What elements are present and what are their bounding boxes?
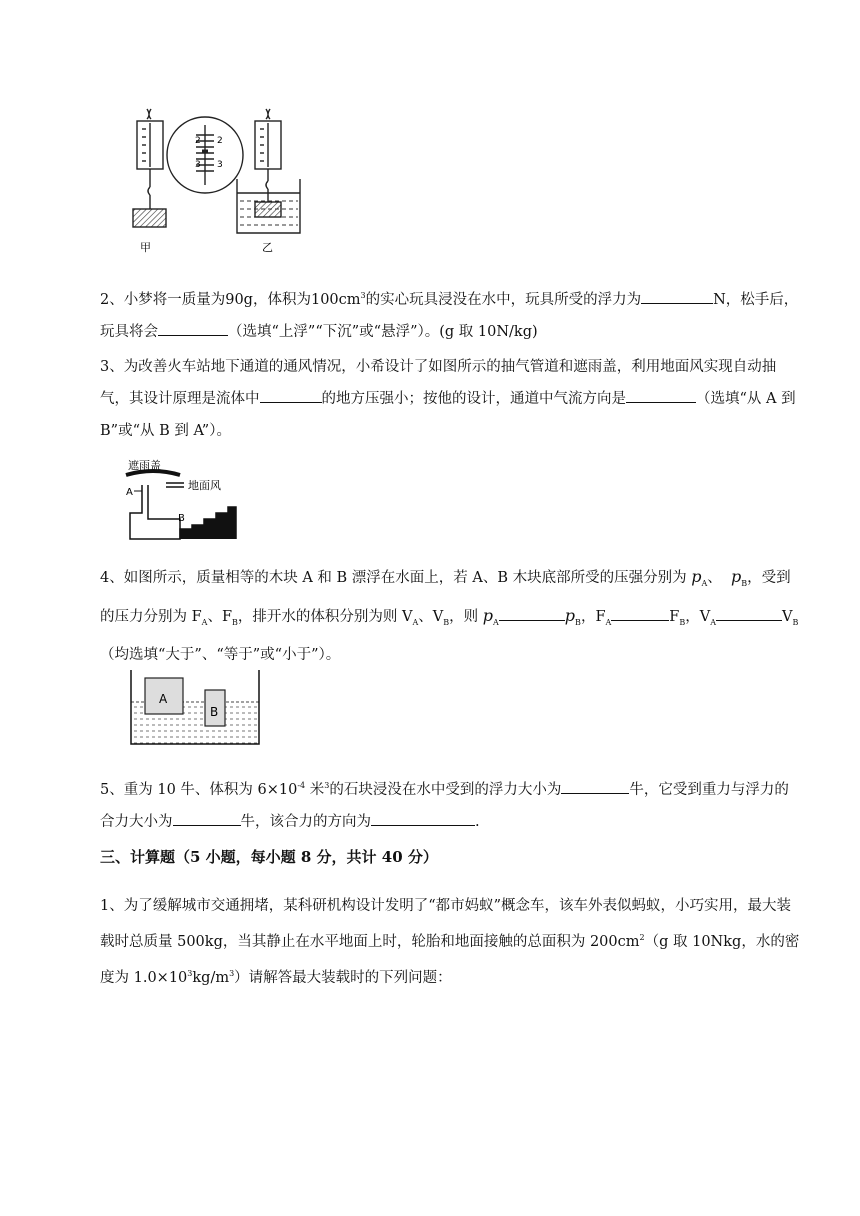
question-number: 1、	[100, 898, 124, 914]
volume-symbol: V	[782, 608, 793, 625]
subscript-a: A	[701, 578, 708, 588]
q4-text-5: 、V	[418, 608, 444, 625]
scale-mark-2-left: 2	[195, 136, 201, 146]
separator: ，	[685, 608, 700, 625]
answer-blank[interactable]	[499, 602, 565, 621]
calc-question-1	[100, 890, 800, 994]
q2-text-3: N，松手后，玩具将会	[100, 291, 799, 340]
c1-text-3: kg/m	[192, 969, 230, 986]
separator: ，	[580, 608, 596, 625]
c1-text-4: ）请解答最大装载时的下列问题：	[234, 969, 452, 986]
question-number: 4、	[100, 570, 124, 586]
answer-blank[interactable]	[641, 285, 713, 304]
subscript-a: A	[412, 617, 419, 627]
subscript-b: B	[792, 617, 799, 627]
question-number: 2、	[100, 291, 124, 308]
volume-symbol: V	[699, 608, 711, 625]
rain-cover-label: 遮雨盖	[128, 459, 161, 472]
answer-blank[interactable]	[611, 602, 669, 621]
q2-text-1: 小梦将一质量为90g，体积为100cm	[123, 291, 361, 308]
q4-text-3: 、F	[207, 608, 233, 625]
answer-blank[interactable]	[173, 807, 241, 826]
block-b-label: B	[210, 705, 219, 719]
q2-text-4: （选填“上浮”“下沉”或“悬浮”）。(g 取 10N/kg)	[228, 323, 538, 340]
q2-text-2: 的实心玩具浸没在水中，玩具所受的浮力为	[365, 291, 642, 308]
subscript-b: B	[679, 617, 686, 627]
c1-superscript-3: 3	[187, 968, 193, 978]
scale-mark-3-left: 3	[195, 160, 201, 170]
subscript-b: B	[741, 578, 748, 588]
q2-superscript: 3	[360, 291, 366, 300]
q5-text-1: 重为 10 牛、体积为 6×10	[123, 781, 298, 798]
q4-text-4: ，排开水的体积分别为则 V	[237, 608, 413, 625]
subscript-a: A	[493, 617, 499, 627]
q4-text-7: （均选填“大于”、“等于”或“小于”）。	[100, 646, 341, 663]
label-jia: 甲	[140, 241, 151, 254]
subscript-b: B	[232, 617, 238, 627]
q5-text-4: 牛，它受到重力与浮力的合力大小为	[100, 781, 789, 830]
section-heading: 三、计算题（5 小题，每小题 8 分，共计 40 分）	[100, 848, 438, 866]
q5-superscript: 3	[324, 781, 330, 790]
question-4: 4、如图所示，质量相等的木块 A 和 B 漂浮在水面上，若 A、B 木块底部所受的压强分别为 $p_A$、 $p_B$，受到的压力分别为 $F_A$、$F_B$，排开水的体积分别为则 $V_A$、$V_B$，则 $p_A$ $p_B$，$F_A$ $F_B$，$V_A$ $V_B$（均选填“大于”、“等于”或“小于”）。	[100, 567, 799, 663]
pressure-symbol: p	[731, 567, 742, 586]
label-yi: 乙	[262, 241, 273, 254]
question-3	[100, 351, 800, 447]
point-a-label: A	[126, 487, 133, 498]
question-number: 5、	[100, 781, 124, 798]
q4-text-1: 如图所示，质量相等的木块 A 和 B 漂浮在水面上，若 A、B 木块底部所受的压强分别为	[123, 570, 687, 586]
ground-wind-label: 地面风	[188, 479, 221, 492]
pressure-symbol: p	[482, 605, 494, 625]
subscript-b: B	[575, 617, 581, 627]
q3-text-3: （选填“从 A 到 B”或“从 B 到 A”）。	[100, 391, 796, 439]
subscript-a: A	[710, 617, 716, 627]
c1-text-2: （g 取 10Nkg，水的密度为 1.0×10	[100, 933, 800, 986]
q3-text-2: 的地方压强小；按他的设计，通道中气流方向是	[321, 391, 626, 407]
q5-text-5: 牛，该合力的方向为	[240, 813, 371, 830]
subscript-a: A	[201, 617, 208, 627]
answer-blank[interactable]	[371, 807, 475, 826]
question-5	[100, 770, 800, 838]
force-symbol: F	[669, 608, 680, 625]
subscript-b: B	[443, 617, 450, 627]
answer-blank[interactable]	[158, 317, 228, 336]
question-number: 3、	[100, 359, 124, 375]
force-symbol: F	[595, 608, 606, 625]
scale-mark-2-right: 2	[217, 136, 223, 146]
q4-text-2: ，受到的压力分别为 F	[100, 570, 791, 625]
answer-blank[interactable]	[260, 384, 322, 403]
pressure-symbol: p	[691, 567, 702, 586]
question-2	[100, 280, 800, 348]
answer-blank[interactable]	[561, 775, 629, 794]
subscript-a: A	[605, 617, 612, 627]
q5-text-2: 米	[305, 781, 325, 798]
answer-blank[interactable]	[716, 602, 782, 621]
pressure-symbol: p	[564, 605, 576, 625]
q5-text-6: .	[475, 813, 480, 830]
c1-text-1: 为了缓解城市交通拥堵，某科研机构设计发明了“都市妈蚁”概念车，该车外表似蚂蚁，小巧实用，最大装载时总质量 500kg，当其静止在水平地面上时，轮胎和地面接触的总面积为 200cm	[100, 898, 792, 950]
scale-mark-3-right: 3	[217, 160, 223, 170]
c1-superscript-2: 2	[639, 933, 645, 942]
floating-blocks-figure	[128, 668, 264, 748]
q4-text-6: ，则	[449, 608, 479, 625]
answer-blank[interactable]	[626, 384, 696, 403]
block-a-label: A	[159, 692, 168, 706]
point-b-label: B	[178, 513, 185, 524]
q5-exponent: -4	[297, 781, 306, 790]
spring-scale-figure	[120, 105, 320, 255]
ventilation-figure	[118, 455, 248, 545]
c1-superscript-3: 3	[229, 968, 235, 978]
q5-text-3: 的石块浸没在水中受到的浮力大小为	[329, 781, 562, 798]
q3-text-1: 为改善火车站地下通道的通风情况，小希设计了如图所示的抽气管道和遮雨盖，利用地面风实现自动抽气，其设计原理是流体中	[100, 359, 777, 407]
